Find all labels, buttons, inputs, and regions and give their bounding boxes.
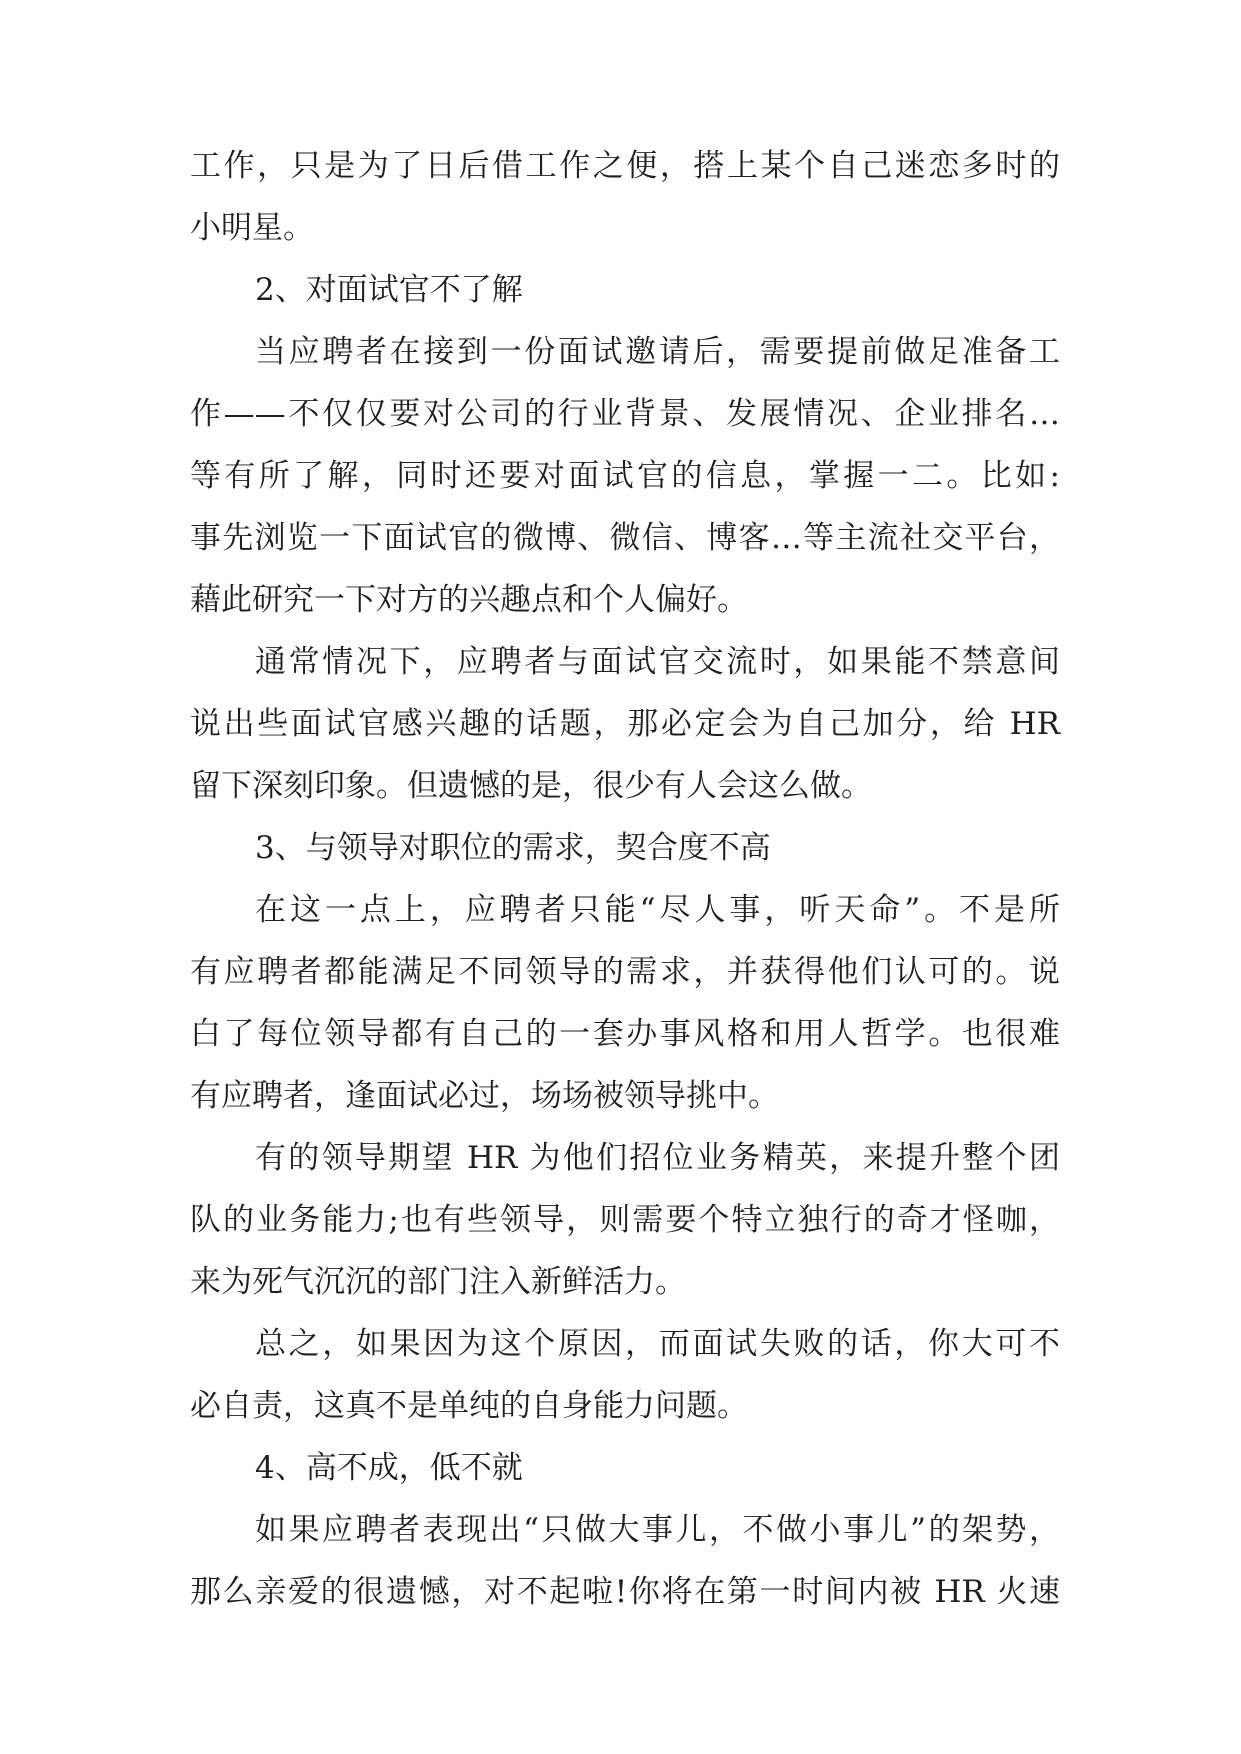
text-line: 在这一点上，应聘者只能“尽人事，听天命”。不是所: [255, 892, 1060, 928]
text-line: 说出些面试官感兴趣的话题，那必定会为自己加分，给 HR: [190, 706, 1060, 742]
text-line: 作——不仅仅要对公司的行业背景、发展情况、企业排名…: [190, 396, 1060, 432]
section-heading: 3、与领导对职位的需求，契合度不高: [255, 830, 771, 866]
text-line: 藉此研究一下对方的兴趣点和个人偏好。: [190, 582, 748, 618]
text-line: 队的业务能力;也有些领导，则需要个特立独行的奇才怪咖，: [190, 1202, 1060, 1238]
text-line: 留下深刻印象。但遗憾的是，很少有人会这么做。: [190, 768, 872, 804]
text-line: 总之，如果因为这个原因，而面试失败的话，你大可不: [255, 1326, 1060, 1362]
text-line: 通常情况下，应聘者与面试官交流时，如果能不禁意间: [255, 644, 1060, 680]
text-line: 等有所了解，同时还要对面试官的信息，掌握一二。比如:: [190, 458, 1060, 494]
text-line: 那么亲爱的很遗憾，对不起啦!你将在第一时间内被 HR 火速: [190, 1574, 1060, 1610]
section-heading: 2、对面试官不了解: [255, 272, 523, 308]
text-line: 有应聘者，逢面试必过，场场被领导挑中。: [190, 1078, 779, 1114]
text-line: 来为死气沉沉的部门注入新鲜活力。: [190, 1264, 686, 1300]
text-line: 事先浏览一下面试官的微博、微信、博客…等主流社交平台，: [190, 520, 1060, 556]
text-line: 如果应聘者表现出“只做大事儿，不做小事儿”的架势，: [255, 1512, 1060, 1548]
section-heading: 4、高不成，低不就: [255, 1450, 523, 1486]
text-line: 当应聘者在接到一份面试邀请后，需要提前做足准备工: [255, 334, 1060, 370]
text-line: 小明星。: [190, 210, 314, 246]
text-line: 白了每位领导都有自己的一套办事风格和用人哲学。也很难: [190, 1016, 1060, 1052]
text-line: 有的领导期望 HR 为他们招位业务精英，来提升整个团: [255, 1140, 1060, 1176]
text-line: 有应聘者都能满足不同领导的需求，并获得他们认可的。说: [190, 954, 1060, 990]
text-line: 必自责，这真不是单纯的自身能力问题。: [190, 1388, 748, 1424]
text-line: 工作，只是为了日后借工作之便，搭上某个自己迷恋多时的: [190, 148, 1060, 184]
